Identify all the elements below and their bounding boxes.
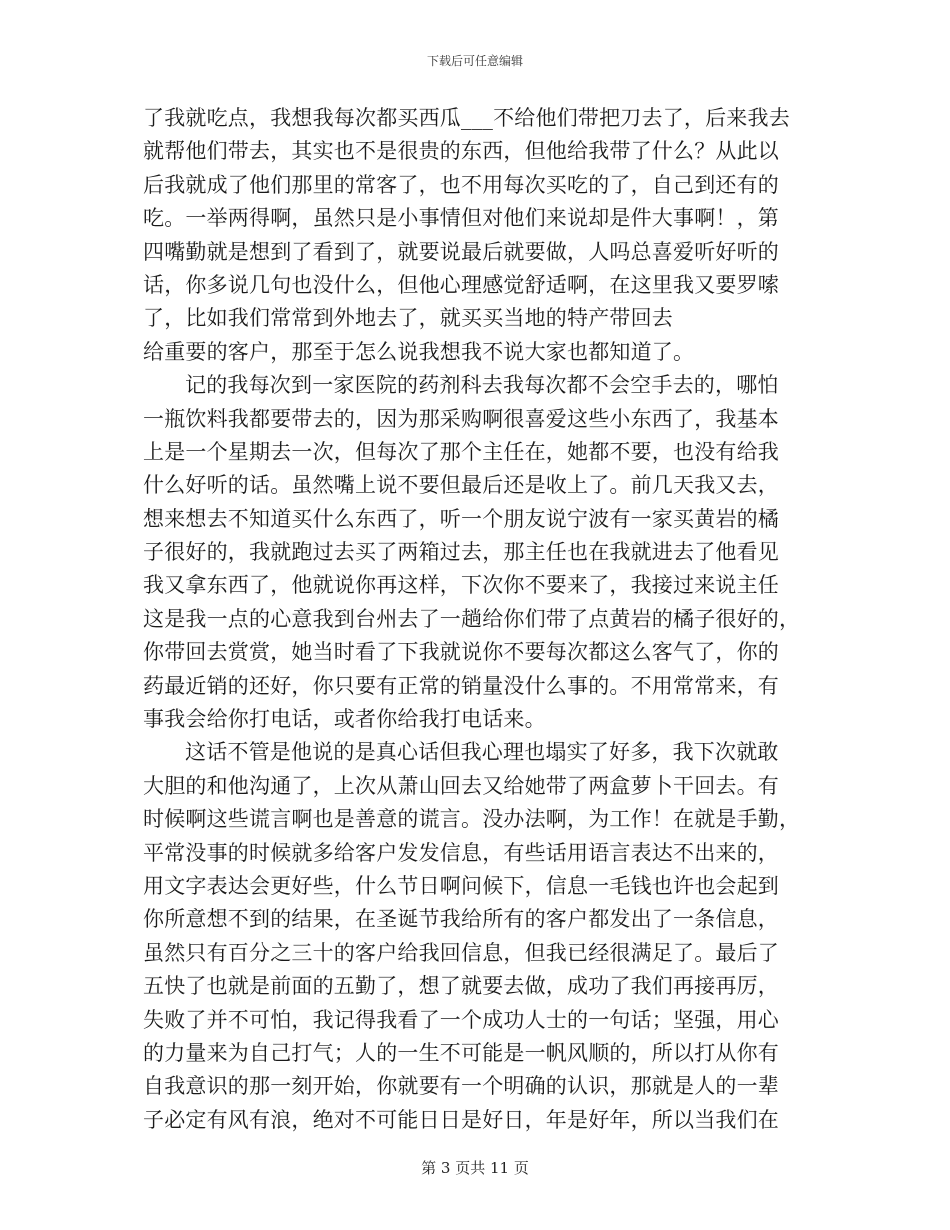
text-line: 你所意想不到的结果，在圣诞节我给所有的客户都发出了一条信息，	[143, 907, 779, 932]
text-line: 吃。一举两得啊，虽然只是小事情但对他们来说却是件大事啊！，第	[143, 206, 779, 231]
text-line: 子必定有风有浪，绝对不可能日日是好日，年是好年，所以当我们在	[143, 1107, 779, 1132]
text-line: 自我意识的那一刻开始，你就要有一个明确的认识，那就是人的一辈	[143, 1074, 779, 1099]
text-line: 我又拿东西了，他就说你再这样，下次你不要来了，我接过来说主任	[143, 573, 779, 598]
text-line: 给重要的客户，那至于怎么说我想我不说大家也都知道了。	[143, 339, 695, 364]
text-line: 虽然只有百分之三十的客户给我回信息，但我已经很满足了。最后了	[143, 940, 779, 965]
page-header: 下载后可任意编辑	[426, 54, 523, 68]
text-line: 这是我一点的心意我到台州去了一趟给你们带了点黄岩的橘子很好的，	[143, 606, 801, 631]
text-line: 后我就成了他们那里的常客了，也不用每次买吃的了，自己到还有的	[143, 172, 779, 197]
text-line: 事我会给你打电话，或者你给我打电话来。	[143, 707, 546, 732]
text-line: 什么好听的话。虽然嘴上说不要但最后还是收上了。前几天我又去，	[143, 473, 779, 498]
text-line: 药最近销的还好，你只要有正常的销量没什么事的。不用常常来，有	[143, 673, 779, 698]
text-line: 平常没事的时候就多给客户发发信息，有些话用语言表达不出来的，	[143, 840, 779, 865]
text-line: 失败了并不可怕，我记得我看了一个成功人士的一句话；坚强，用心	[143, 1007, 779, 1032]
text-line: 上是一个星期去一次，但每次了那个主任在，她都不要，也没有给我	[143, 439, 779, 464]
text-line: 想来想去不知道买什么东西了，听一个朋友说宁波有一家买黄岩的橘	[143, 506, 779, 531]
paragraph-start-line: 记的我每次到一家医院的药剂科去我每次都不会空手去的，哪怕	[185, 373, 779, 398]
text-line: 用文字表达会更好些，什么节日啊问候下，信息一毛钱也许也会起到	[143, 873, 779, 898]
text-line: 子很好的，我就跑过去买了两箱过去，那主任也在我就进去了他看见	[143, 540, 779, 565]
paragraph-start-line: 这话不管是他说的是真心话但我心理也塌实了好多，我下次就敢	[185, 740, 779, 765]
text-line: 了，比如我们常常到外地去了，就买买当地的特产带回去	[143, 306, 673, 331]
text-line: 大胆的和他沟通了，上次从萧山回去又给她带了两盒萝卜干回去。有	[143, 773, 779, 798]
text-line: 一瓶饮料我都要带去的，因为那采购啊很喜爱这些小东西了，我基本	[143, 406, 779, 431]
text-line: 话，你多说几句也没什么，但他心理感觉舒适啊，在这里我又要罗嗦	[143, 272, 779, 297]
text-line: 你带回去赏赏，她当时看了下我就说你不要每次都这么客气了，你的	[143, 640, 779, 665]
text-line: 了我就吃点，我想我每次都买西瓜___不给他们带把刀去了，后来我去	[143, 106, 790, 130]
text-line: 时候啊这些谎言啊也是善意的谎言。没办法啊，为工作！在就是手勤，	[143, 807, 801, 832]
page-number: 第 3 页共 11 页	[421, 1159, 529, 1177]
text-line: 四嘴勤就是想到了看到了，就要说最后就要做，人吗总喜爱听好听的	[143, 239, 779, 264]
text-line: 的力量来为自己打气；人的一生不可能是一帆风顺的，所以打从你有	[143, 1040, 779, 1065]
text-line: 就帮他们带去，其实也不是很贵的东西，但他给我带了什么？从此以	[143, 139, 779, 164]
document-body	[143, 102, 808, 1137]
text-line: 五快了也就是前面的五勤了，想了就要去做，成功了我们再接再厉，	[143, 974, 779, 999]
